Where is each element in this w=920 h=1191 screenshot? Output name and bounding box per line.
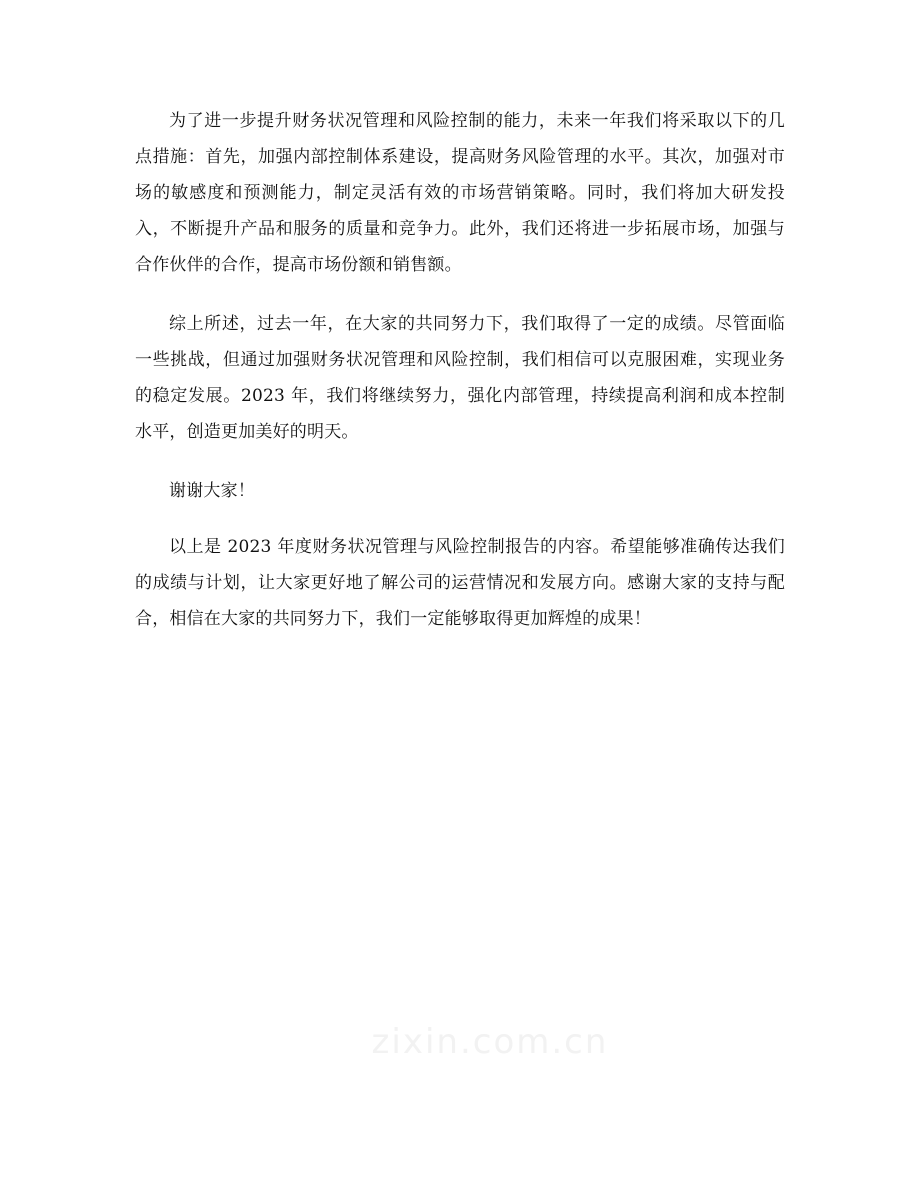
paragraph-thanks: 谢谢大家！ (169, 481, 255, 501)
document-body (135, 103, 785, 660)
paragraph-measures: 为了进一步提升财务状况管理和风险控制的能力，未来一年我们将采取以下的几点措施：首先，加强内部控制体系建设，提高财务风险管理的水平。其次，加强对市场的敏感度和预测能力，制定灵活有效的市场营销策略。同时，我们将加大研发投入，不断提升产品和服务的质量和竞争力。此外，我们还将进一步拓展市场，加强与合作伙伴的合作，提高市场份额和销售额。 (135, 111, 785, 275)
paragraph-summary: 综上所述，过去一年，在大家的共同努力下，我们取得了一定的成绩。尽管面临一些挑战，但通过加强财务状况管理和风险控制，我们相信可以克服困难，实现业务的稳定发展。2023 年，我们将继续努力，强化内部管理，持续提高利润和成本控制水平，创造更加美好的明天。 (135, 314, 785, 442)
paragraph-closing: 以上是 2023 年度财务状况管理与风险控制报告的内容。希望能够准确传达我们的成绩与计划，让大家更好地了解公司的运营情况和发展方向。感谢大家的支持与配合，相信在大家的共同努力下，我们一定能够取得更加辉煌的成果！ (135, 537, 785, 629)
watermark-text: zixin.com.cn (371, 1022, 609, 1062)
